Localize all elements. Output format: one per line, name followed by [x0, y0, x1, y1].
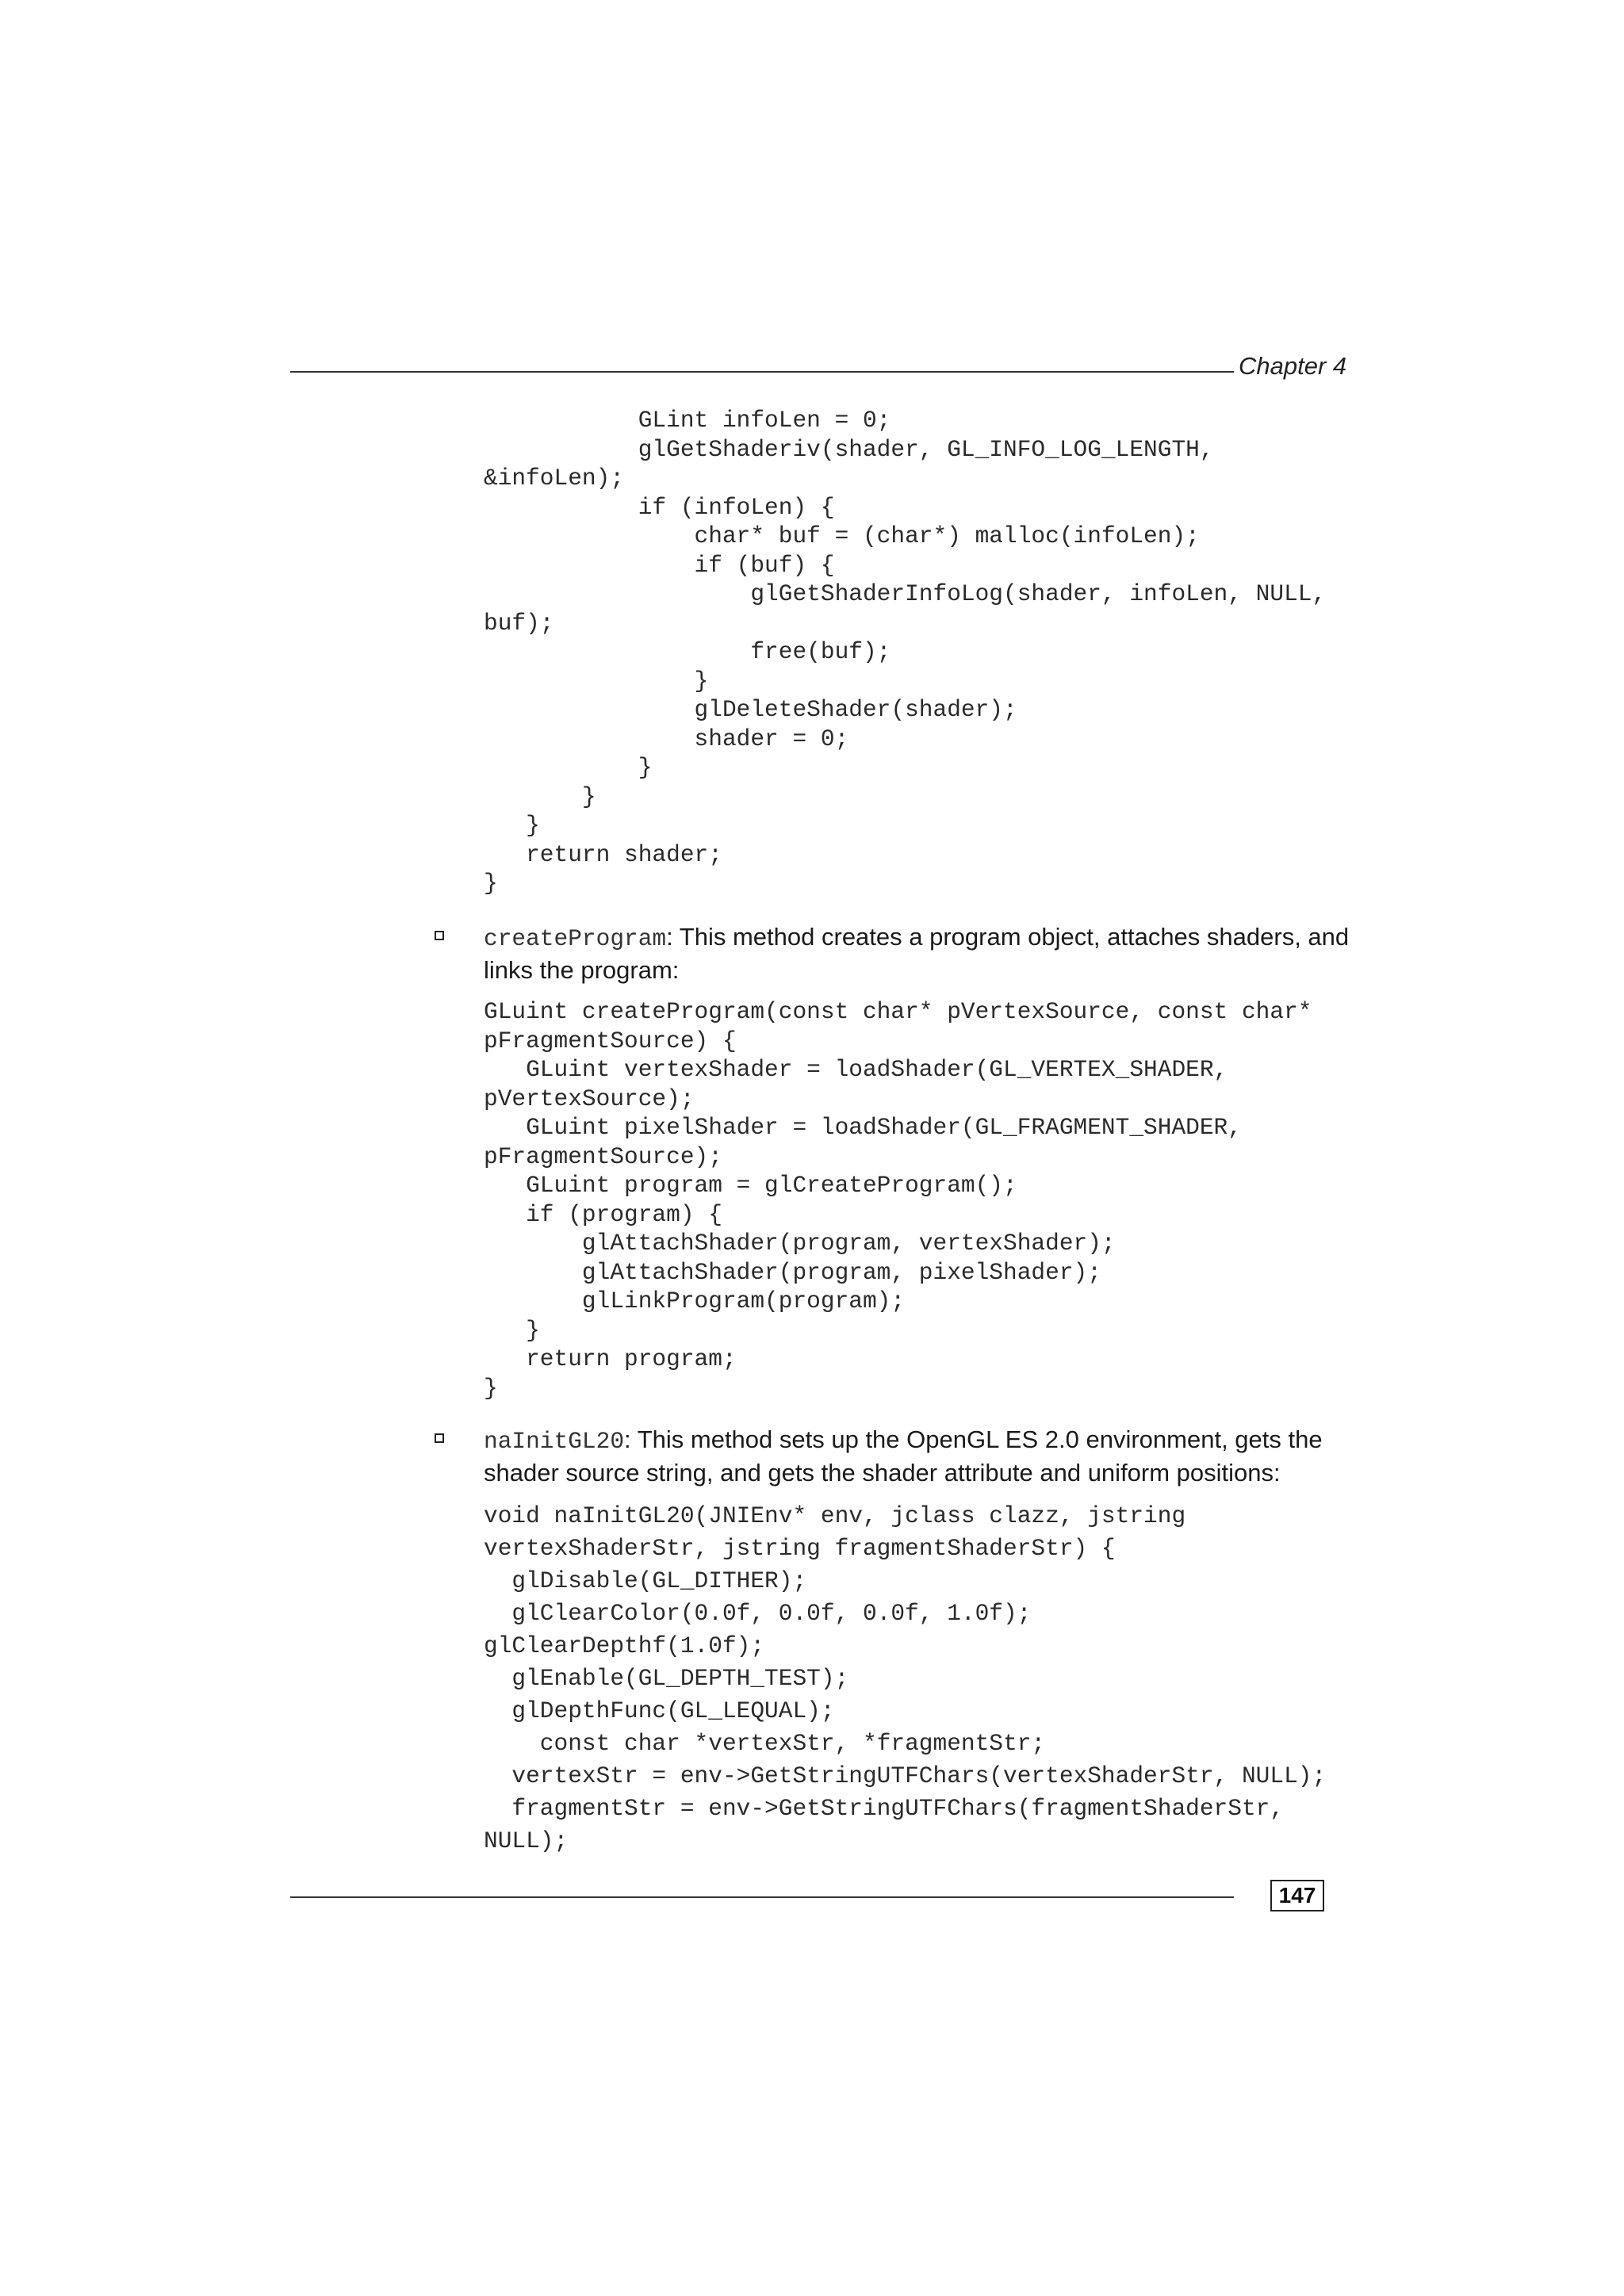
code-line: &infoLen); [484, 465, 625, 492]
header-rule [290, 371, 1234, 373]
code-line: if (program) { [484, 1200, 722, 1228]
code-line: glClearDepthf(1.0f); [484, 1632, 765, 1659]
footer-rule [290, 1896, 1234, 1898]
code-line: return program; [484, 1345, 737, 1372]
code-line: glGetShaderiv(shader, GL_INFO_LOG_LENGTH, [484, 435, 1214, 463]
code-line: pFragmentSource) { [484, 1027, 737, 1054]
code-line: NULL); [484, 1827, 569, 1854]
code-line: pFragmentSource); [484, 1142, 722, 1170]
code-line: fragmentStr = env->GetStringUTFChars(fragmentShaderStr, [484, 1795, 1285, 1822]
running-header-chapter: Chapter 4 [1239, 352, 1347, 380]
code-line: if (infoLen) { [484, 493, 835, 521]
code-line: } [484, 1374, 498, 1402]
code-line: } [484, 870, 498, 897]
code-line: glClearColor(0.0f, 0.0f, 0.0f, 1.0f); [484, 1600, 1032, 1627]
code-block-create-program [484, 997, 1312, 1402]
code-line: glDisable(GL_DITHER); [484, 1567, 807, 1594]
code-line: buf); [484, 609, 554, 637]
code-line: const char *vertexStr, *fragmentStr; [484, 1730, 1046, 1757]
bullet-paragraph [484, 1424, 1364, 1489]
code-line: void naInitGL20(JNIEnv* env, jclass clazz, jstring [484, 1502, 1186, 1529]
code-line: free(buf); [484, 638, 891, 665]
code-line: glEnable(GL_DEPTH_TEST); [484, 1665, 849, 1692]
method-name: createProgram [484, 925, 667, 952]
code-line: } [484, 667, 709, 695]
code-line: vertexStr = env->GetStringUTFChars(vertexShaderStr, NULL); [484, 1762, 1327, 1789]
code-line: glAttachShader(program, pixelShader); [484, 1258, 1101, 1286]
method-description: : This method creates a program object, attaches shaders, and links the program: [484, 923, 1350, 984]
code-line: glAttachShader(program, vertexShader); [484, 1230, 1116, 1257]
code-line: GLuint vertexShader = loadShader(GL_VERTEX_SHADER, [484, 1056, 1228, 1083]
code-line: if (buf) { [484, 551, 835, 579]
code-line: pVertexSource); [484, 1085, 695, 1112]
code-line: } [484, 812, 540, 839]
code-line: GLuint pixelShader = loadShader(GL_FRAGMENT_SHADER, [484, 1114, 1242, 1141]
code-line: } [484, 783, 596, 810]
code-line: return shader; [484, 840, 722, 868]
code-line: glDeleteShader(shader); [484, 696, 1017, 723]
code-line: GLint infoLen = 0; [484, 407, 891, 434]
code-line: } [484, 754, 653, 781]
page-number-box: 147 [1270, 1880, 1324, 1911]
code-line: char* buf = (char*) malloc(infoLen); [484, 522, 1200, 549]
code-line: } [484, 1316, 540, 1344]
code-line: glDepthFunc(GL_LEQUAL); [484, 1697, 835, 1724]
bullet-paragraph [484, 921, 1364, 986]
code-line: shader = 0; [484, 725, 849, 752]
square-bullet-icon [435, 931, 444, 940]
square-bullet-icon [435, 1433, 444, 1443]
method-name: naInitGL20 [484, 1428, 625, 1455]
code-line: vertexShaderStr, jstring fragmentShaderStr) { [484, 1535, 1116, 1562]
code-block-load-shader-tail [484, 406, 1326, 898]
code-line: glLinkProgram(program); [484, 1288, 906, 1314]
code-line: GLuint program = glCreateProgram(); [484, 1172, 1017, 1199]
code-line: GLuint createProgram(const char* pVertexSource, const char* [484, 998, 1312, 1025]
code-block-nainitgl20 [484, 1500, 1326, 1858]
method-description: : This method sets up the OpenGL ES 2.0 environment, gets the shader source string, and gets the shader attribute and uniform positions: [484, 1425, 1323, 1487]
code-line: glGetShaderInfoLog(shader, infoLen, NULL, [484, 580, 1327, 607]
